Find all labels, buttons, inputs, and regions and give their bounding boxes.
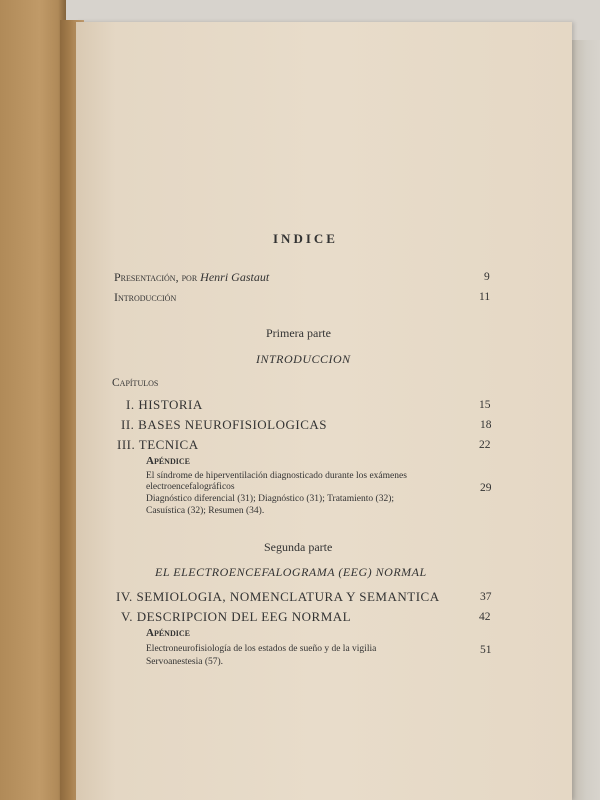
appendix-line: El síndrome de hiperventilación diagnosticado durante los exámenes bbox=[146, 471, 407, 481]
chapter-number: I. bbox=[126, 397, 135, 412]
part-label: Segunda parte bbox=[264, 540, 333, 554]
part-title: EL ELECTROENCEFALOGRAMA (EEG) NORMAL bbox=[155, 565, 427, 579]
chapter-title: SEMIOLOGIA, NOMENCLATURA Y SEMANTICA bbox=[136, 589, 440, 604]
toc-page-number: 22 bbox=[479, 439, 491, 451]
chapters-heading: Capítulos bbox=[112, 377, 159, 389]
book-cover-edge bbox=[0, 0, 66, 800]
toc-chapter-iii bbox=[117, 437, 199, 453]
part-title: INTRODUCCION bbox=[256, 352, 351, 366]
toc-entry-label: Presentación, por bbox=[114, 270, 198, 284]
toc-page-number: 37 bbox=[480, 591, 492, 603]
appendix-line: Servoanestesia (57). bbox=[146, 657, 224, 667]
toc-entry-presentacion bbox=[114, 270, 269, 285]
toc-chapter-iv bbox=[116, 589, 440, 605]
chapter-title: TECNICA bbox=[138, 437, 199, 452]
toc-chapter-v bbox=[121, 609, 351, 625]
toc-page-number: 29 bbox=[480, 482, 492, 494]
chapter-number: IV. bbox=[116, 589, 133, 604]
chapter-number: III. bbox=[117, 437, 136, 452]
toc-entry-author: Henri Gastaut bbox=[200, 270, 270, 284]
chapter-title: BASES NEUROFISIOLOGICAS bbox=[138, 417, 327, 432]
toc-page-number: 9 bbox=[484, 271, 490, 283]
part-label: Primera parte bbox=[266, 326, 331, 340]
chapter-title: HISTORIA bbox=[138, 397, 203, 412]
toc-chapter-i bbox=[126, 397, 203, 413]
toc-page-number: 42 bbox=[479, 611, 491, 623]
toc-entry-introduccion: Introducción bbox=[114, 290, 177, 304]
appendix-heading: Apéndice bbox=[146, 627, 190, 639]
appendix-line: Diagnóstico diferencial (31); Diagnóstico (31); Tratamiento (32); bbox=[146, 494, 394, 504]
toc-chapter-ii bbox=[121, 417, 327, 433]
book-page bbox=[76, 22, 572, 800]
toc-page-number: 51 bbox=[480, 644, 492, 656]
appendix-line: Casuística (32); Resumen (34). bbox=[146, 506, 265, 516]
toc-page-number: 11 bbox=[479, 291, 491, 303]
appendix-line: Electroneurofisiología de los estados de sueño y de la vigilia bbox=[146, 644, 377, 654]
toc-page-number: 15 bbox=[479, 399, 491, 411]
chapter-title: DESCRIPCION DEL EEG NORMAL bbox=[136, 609, 352, 624]
appendix-line: electroencefalográficos bbox=[146, 482, 235, 492]
index-title: INDICE bbox=[273, 231, 338, 246]
toc-page-number: 18 bbox=[480, 419, 492, 431]
appendix-heading: Apéndice bbox=[146, 455, 190, 467]
chapter-number: II. bbox=[121, 417, 135, 432]
chapter-number: V. bbox=[121, 609, 133, 624]
